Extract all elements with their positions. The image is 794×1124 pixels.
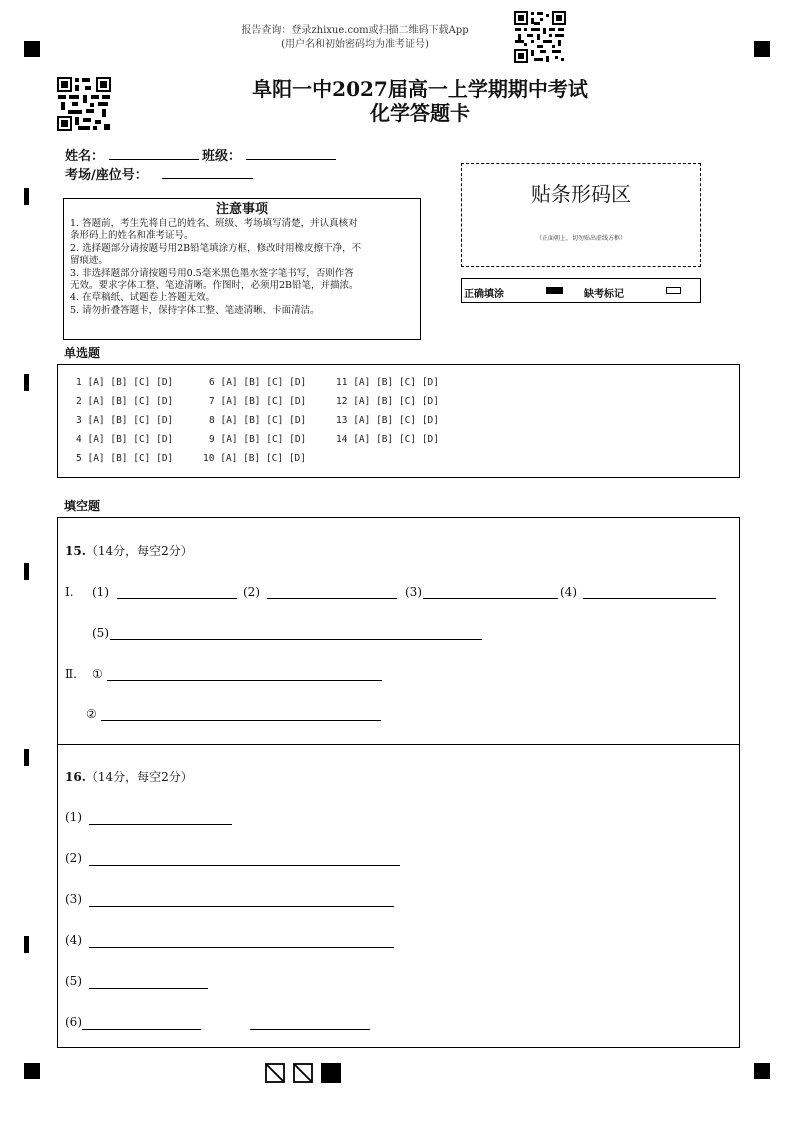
q16-blank5-label: (5) [65,974,82,988]
subject-title: 化学答题卡 [370,101,470,125]
app-qr-code [513,10,567,64]
q16-blank3-label: (3) [65,892,82,906]
mc-item[interactable]: 12 [A] [B] [C] [D] [336,396,439,407]
notice-title: 注意事项 [215,202,268,217]
q15-header: 15.（14分，每空2分） [65,544,193,558]
mc-item[interactable]: 5 [A] [B] [C] [D] [76,453,174,464]
q16-blank2-label: (2) [65,851,82,865]
name-label: 姓名： [65,149,105,164]
mc-item[interactable]: 6 [A] [B] [C] [D] [209,377,307,388]
notice-line: 条形码上的姓名和准考证号。 [70,230,194,242]
q15-circle1-label: ① [92,667,103,681]
mc-item[interactable]: 9 [A] [B] [C] [D] [209,434,307,445]
mc-item[interactable]: 4 [A] [B] [C] [D] [76,434,174,445]
corner-marker-top-left [24,41,40,57]
q16-blank4-line[interactable] [89,947,394,948]
q15-part2-label: Ⅱ. [65,667,77,681]
notice-line: 留痕迹。 [70,255,109,267]
student-qr-code [56,76,112,132]
mc-item[interactable]: 11 [A] [B] [C] [D] [336,377,439,388]
q16-blank5-line[interactable] [89,988,208,989]
q16-blank6-label: (6) [65,1015,82,1029]
mc-item[interactable]: 1 [A] [B] [C] [D] [76,377,174,388]
q15-blank4-line[interactable] [583,598,716,599]
q16-blank6a-line[interactable] [82,1029,201,1030]
correct-fill-sample [546,287,563,294]
mc-item[interactable]: 7 [A] [B] [C] [D] [209,396,307,407]
corner-marker-top-right [754,41,770,57]
notice-line: 2. 选择题部分请按题号用2B铅笔填涂方框，修改时用橡皮擦干净，不 [70,242,362,254]
q15-circle2-label: ② [86,707,97,721]
mc-item[interactable]: 14 [A] [B] [C] [D] [336,434,439,445]
q15-blank3-label: (3) [405,585,422,599]
report-query-text: 报告查询：登录zhixue.com或扫描二维码下载App [241,25,469,36]
seat-label: 考场/座位号： [65,168,148,183]
class-field[interactable] [246,145,336,160]
q15-blank2-label: (2) [243,585,260,599]
q16-blank4-label: (4) [65,933,82,947]
barcode-area[interactable] [461,163,701,267]
single-choice-title: 单选题 [64,346,101,360]
q15-circle2-line[interactable] [101,720,381,721]
corner-marker-bottom-left [24,1063,40,1079]
notice-box [63,198,421,340]
login-hint-text: (用户名和初始密码均为准考证号) [281,39,429,50]
notice-line: 3. 非选择题部分请按题号用0.5毫米黑色墨水签字笔书写，否则作答 [70,267,354,279]
mc-item[interactable]: 2 [A] [B] [C] [D] [76,396,174,407]
barcode-label: 贴条形码区 [531,182,631,206]
crossed-square-icon [265,1063,285,1083]
mc-item[interactable]: 13 [A] [B] [C] [D] [336,415,439,426]
q16-blank3-line[interactable] [89,906,394,907]
absent-mark-box[interactable] [666,287,681,294]
q16-blank6b-line[interactable] [250,1029,370,1030]
notice-line: 1. 答题前，考生先将自己的姓名、班级、考场填写清楚，并认真核对 [70,218,358,229]
barcode-hint: （正面朝上，切勿贴出虚线方框） [535,235,626,242]
q15-part1-label: Ⅰ. [65,585,74,599]
fill-blank-title: 填空题 [64,499,101,513]
exam-title: 阜阳一中2027届高一上学期期中考试 [252,77,588,101]
question-divider [57,744,740,745]
corner-marker-bottom-right [754,1063,770,1079]
seat-field[interactable] [162,164,253,179]
q16-blank2-line[interactable] [89,865,400,866]
class-label: 班级： [202,149,242,164]
q16-blank1-label: (1) [65,810,82,824]
name-field[interactable] [109,145,199,160]
q15-blank1-label: (1) [92,585,109,599]
q16-header: 16.（14分，每空2分） [65,770,193,784]
q15-blank2-line[interactable] [267,598,397,599]
notice-line: 4. 在草稿纸、试题卷上答题无效。 [70,292,216,304]
fill-example-box [461,278,701,303]
correct-fill-label: 正确填涂 [464,289,504,300]
crossed-square-icon [293,1063,313,1083]
timing-mark [24,936,29,953]
filled-square-icon [321,1063,341,1083]
notice-line: 无效。要求字体工整、笔迹清晰。作图时，必须用2B铅笔，并描浓。 [70,280,359,292]
q15-blank1-line[interactable] [117,598,237,599]
q16-blank1-line[interactable] [89,824,232,825]
q15-blank5-line[interactable] [110,639,482,640]
q15-blank4-label: (4) [560,585,577,599]
timing-mark [24,563,29,580]
notice-line: 5. 请勿折叠答题卡，保持字体工整、笔迹清晰、卡面清洁。 [70,304,320,316]
single-choice-box [57,364,740,478]
mc-item[interactable]: 3 [A] [B] [C] [D] [76,415,174,426]
timing-mark [24,749,29,766]
mc-item[interactable]: 10 [A] [B] [C] [D] [203,453,306,464]
q15-blank5-label: (5) [92,626,109,640]
absent-mark-label: 缺考标记 [584,289,624,300]
q15-circle1-line[interactable] [107,680,382,681]
mc-item[interactable]: 8 [A] [B] [C] [D] [209,415,307,426]
timing-mark [24,188,29,205]
timing-mark [24,374,29,391]
q15-blank3-line[interactable] [423,598,558,599]
